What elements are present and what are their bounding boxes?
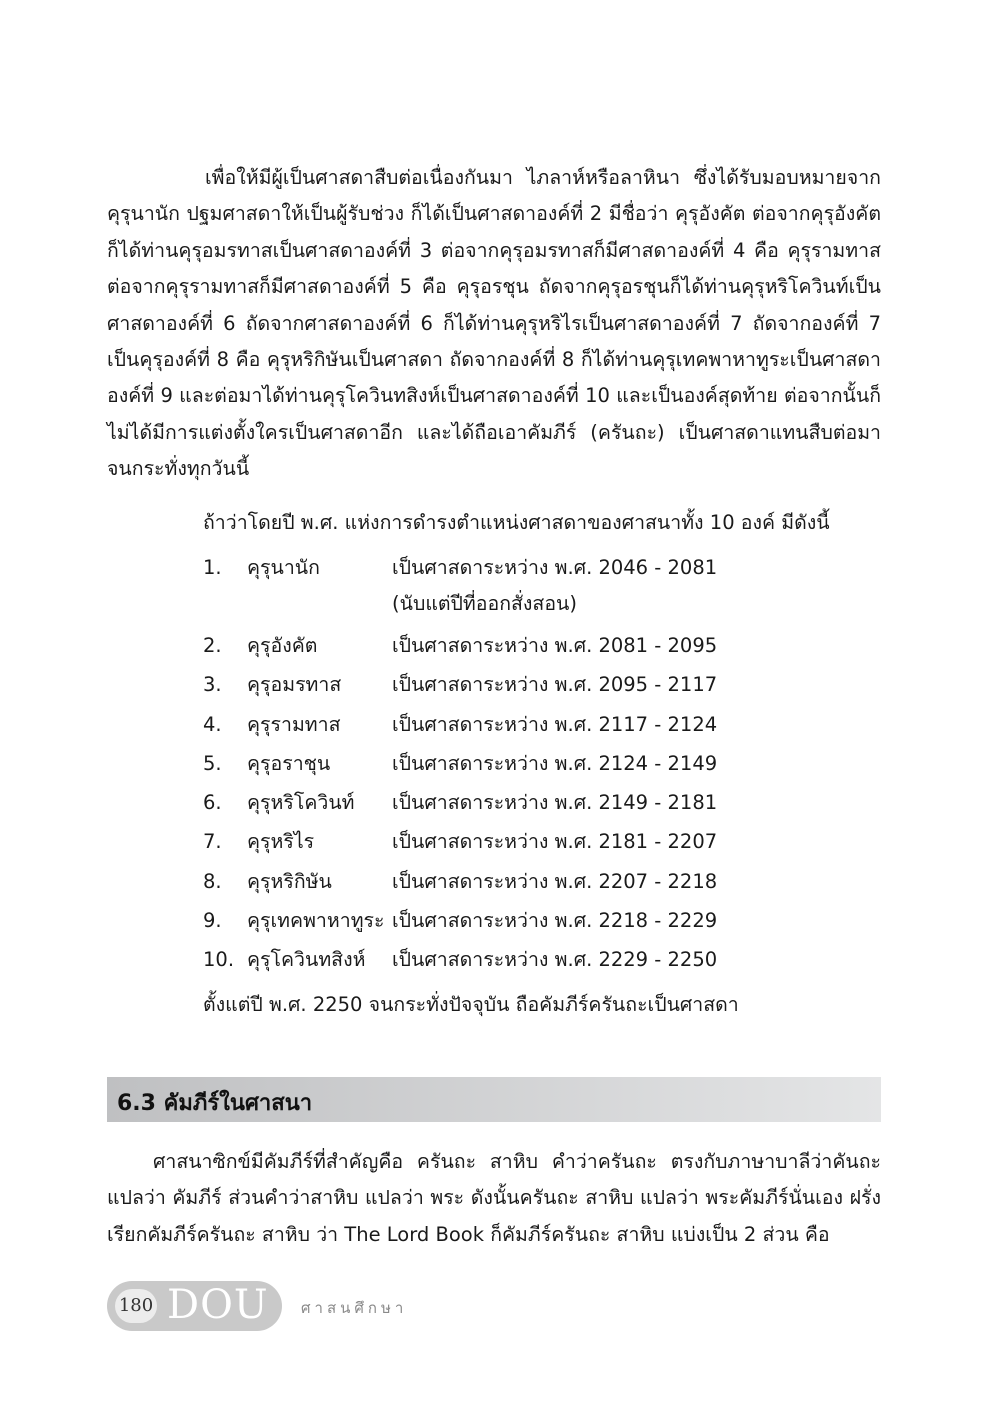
guru-period: เป็นศาสดาระหว่าง พ.ศ. 2207 - 2218 [392, 869, 718, 893]
list-item [203, 628, 792, 667]
list-item [203, 942, 792, 981]
guru-period: เป็นศาสดาระหว่าง พ.ศ. 2218 - 2229 [392, 909, 718, 933]
section-header-bar [107, 1077, 881, 1122]
guru-name: คุรุรามทาส [247, 712, 341, 736]
guru-name: คุรุหริไร [247, 830, 315, 854]
list-item [203, 746, 792, 785]
guru-period [392, 550, 792, 628]
guru-period: เป็นศาสดาระหว่าง พ.ศ. 2149 - 2181 [392, 791, 718, 815]
guru-period: เป็นศาสดาระหว่าง พ.ศ. 2095 - 2117 [392, 673, 718, 697]
guru-name: คุรุอมรทาส [247, 673, 342, 697]
guru-period-text: เป็นศาสดาระหว่าง พ.ศ. 2046 - 2081 [392, 556, 718, 579]
list-item [203, 550, 792, 628]
guru-name: คุรุเทคพาหาทูระ [247, 909, 385, 933]
footer-subject: ศาสนศึกษา [301, 1299, 408, 1317]
list-item [203, 824, 792, 863]
list-intro: ถ้าว่าโดยปี พ.ศ. แห่งการดำรงตำแหน่งศาสดาของศาสนาทั้ง 10 องค์ มีดังนี้ [203, 511, 830, 534]
section-title: 6.3 คัมภีร์ในศาสนา [117, 1091, 313, 1116]
list-item [203, 903, 792, 942]
list-number: 9. [203, 909, 222, 933]
list-number: 8. [203, 869, 222, 893]
intro-paragraph: เพื่อให้มีผู้เป็นศาสดาสืบต่อเนื่องกันมา ไภลาห์หรือลาหินา ซึ่งได้รับมอบหมายจากคุรุนานัก ปฐมศาสดาให้เป็นผู้รับช่วง ก็ได้เป็นศาสดาองค์ที่ 2 มีชื่อว่า คุรุอังคัต ต่อจากคุรุอังคัตก็ได้ท่านคุรุอมรทาสเป็นศาสดาองค์ที่ 3 ต่อจากคุรุอมรทาสก็มีศาสดาองค์ที่ 4 คือ คุรุรามทาส ต่อจากคุรุรามทาสก็มีศาสดาองค์ที่ 5 คือ คุรุอรชุน ถัดจากคุรุอรชุนก็ได้ท่านคุรุหริโควินท์เป็นศาสดาองค์ที่ 6 ถัดจากศาสดาองค์ที่ 6 ก็ได้ท่านคุรุหริไรเป็นศาสดาองค์ที่ 7 ถัดจากองค์ที่ 7 เป็นคุรุองค์ที่ 8 คือ คุรุหริกิษันเป็นศาสดา ถัดจากองค์ที่ 8 ก็ได้ท่านคุรุเทคพาหาทูระเป็นศาสดาองค์ที่ 9 และต่อมาได้ท่านคุรุโควินทสิงห์เป็นศาสดาองค์ที่ 10 และเป็นองค์สุดท้าย ต่อจากนั้นก็ไม่ได้มีการแต่งตั้งใครเป็นศาสดาอีก และได้ถือเอาคัมภีร์ (ครันถะ) เป็นศาสดาแทนสืบต่อมาจนกระทั่งทุกวันนี้ [107, 166, 881, 481]
guru-period: เป็นศาสดาระหว่าง พ.ศ. 2229 - 2250 [392, 948, 718, 972]
section-paragraph: ศาสนาซิกข์มีคัมภีร์ที่สำคัญคือ ครันถะ สาหิบ คำว่าครันถะ ตรงกับภาษาบาลีว่าคันถะ แปลว่า คัมภีร์ ส่วนคำว่าสาหิบ แปลว่า พระ ดังนั้นครันถะ สาหิบ แปลว่า พระคัมภีร์นั่นเอง ฝรั่งเรียกคัมภีร์ครันถะ สาหิบ ว่า The Lord Book ก็คัมภีร์ครันถะ สาหิบ แบ่งเป็น 2 ส่วน คือ [107, 1150, 881, 1246]
list-item [203, 667, 792, 706]
guru-name: คุรุอราชุน [247, 751, 331, 775]
list-number: 1. [203, 556, 222, 579]
dou-logo: DOU [167, 1282, 269, 1328]
guru-list [203, 550, 792, 982]
page-number: 180 [115, 1289, 157, 1323]
guru-name: คุรุอังคัต [247, 634, 318, 657]
list-item [203, 707, 792, 746]
footer-badge [107, 1281, 282, 1331]
since-line: ตั้งแต่ปี พ.ศ. 2250 จนกระทั่งปัจจุบัน ถือคัมภีร์ครันถะเป็นศาสดา [203, 993, 739, 1016]
list-number: 4. [203, 712, 222, 736]
guru-name: คุรุนานัก [247, 556, 320, 579]
guru-name: คุรุโควินทสิงห์ [247, 948, 366, 972]
guru-period: เป็นศาสดาระหว่าง พ.ศ. 2117 - 2124 [392, 712, 718, 736]
guru-period-note: (นับแต่ปีที่ออกสั่งสอน) [392, 592, 577, 615]
list-number: 2. [203, 634, 222, 657]
list-number: 10. [203, 948, 235, 972]
list-item [203, 785, 792, 824]
guru-period: เป็นศาสดาระหว่าง พ.ศ. 2181 - 2207 [392, 830, 718, 854]
list-number: 3. [203, 673, 222, 697]
guru-name: คุรุหริโควินท์ [247, 791, 355, 815]
list-item [203, 864, 792, 903]
guru-name: คุรุหริกิษัน [247, 869, 332, 893]
list-number: 6. [203, 791, 222, 815]
guru-period: เป็นศาสดาระหว่าง พ.ศ. 2124 - 2149 [392, 751, 718, 775]
guru-period: เป็นศาสดาระหว่าง พ.ศ. 2081 - 2095 [392, 634, 718, 657]
list-number: 7. [203, 830, 222, 854]
list-number: 5. [203, 751, 222, 775]
